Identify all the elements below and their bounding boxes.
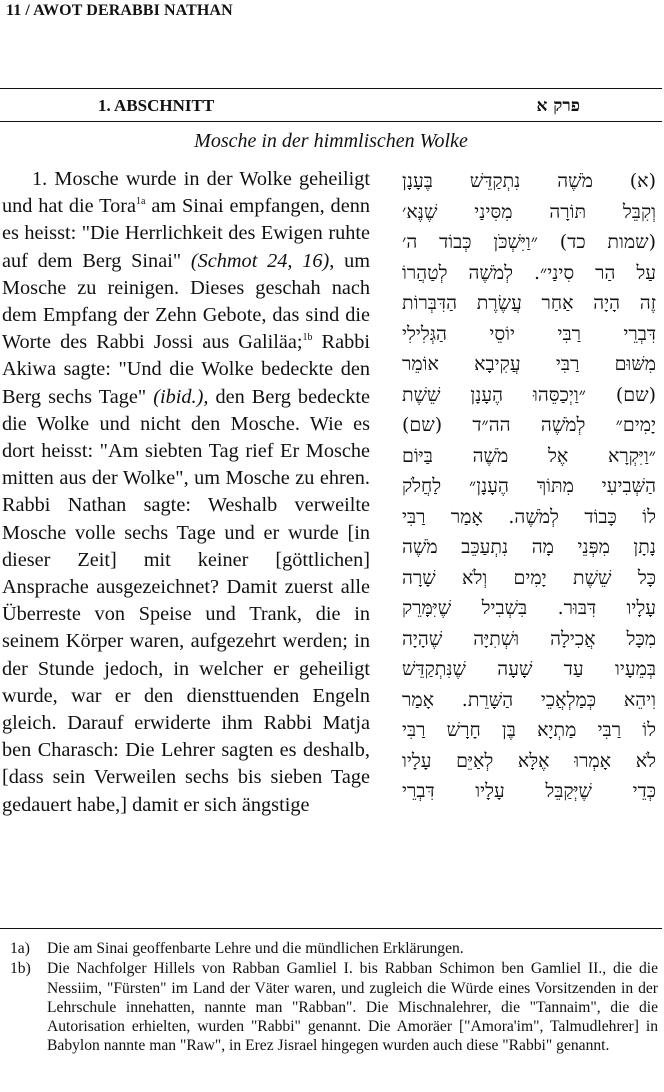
hebrew-line: כְּדֵי שֶׁיְּקַבֵּל עָלָיו דִּבְרֵי [402, 780, 656, 802]
german-text: Rabbi Akiwa sagte: "Und die Wolke bedeckte den Berg sechs Tage" [2, 331, 371, 408]
section-label-german: 1. ABSCHNITT [98, 96, 215, 115]
hebrew-text-column [402, 166, 656, 807]
german-text: am Sinai empfangen, denn es heisst: "Die Herrlichkeit des Ewigen ruhte auf dem Berg Sinai" [2, 195, 370, 272]
german-translation-column [2, 166, 370, 819]
hebrew-line: בְּמֵעָיו עַד שָׁעָה שֶׁנִּתְקַדֵּשׁ [402, 658, 656, 680]
hebrew-line: (א) מֹשֶׁה נִתְקַדֵּשׁ בֶּעָנָן [402, 170, 656, 192]
section-rule [0, 121, 662, 122]
german-text: 1. Mosche wurde in der Wolke geheiligt und hat die Tora [2, 168, 370, 218]
scripture-reference: (Schmot 24, 16) [190, 249, 330, 272]
hebrew-line: עַל הַר סִינַי״. לְמֹשֶׁה לְטַהֲרוֹ [402, 261, 656, 284]
scripture-reference: (ibid.), [153, 385, 209, 408]
footnote-ref-1a[interactable]: 1a [136, 196, 146, 208]
section-label-hebrew: פרק א [536, 96, 580, 116]
german-text: , um Mosche zu reinigen. Dieses geschah nach dem Empfang der Zehn Gebote, das sind die Worte des Rabbi Jossi aus Galiläa; [2, 249, 370, 354]
footnote-ref-1b[interactable]: 1b [302, 332, 313, 344]
hebrew-line: נָתָן מִפְּנֵי מָה נִתְעַכֵּב מֹשֶׁה [402, 536, 656, 558]
footnote-mark: 1b) [10, 960, 31, 978]
hebrew-line: דִּבְרֵי רַבִּי יוֹסֵי הַגְּלִילִי [402, 322, 656, 345]
hebrew-line: לוֹ כָּבוֹד לְמֹשֶׁה. אָמַר רַבִּי [402, 505, 656, 528]
hebrew-line: (שמות כד) ״וַיִּשְׁכֹּן כְּבוֹד ה׳ [402, 231, 656, 253]
hebrew-line: מִכָּל אֲכִילָה וּשְׁתִיָּה שֶׁהָיָה [402, 627, 656, 650]
section-heading [0, 96, 662, 118]
footnote-1b [10, 959, 658, 1055]
hebrew-line: זֶה הָיָה אַחַר עֲשֶׂרֶת הַדִּבְּרוֹת [402, 292, 656, 314]
hebrew-line: מִשּׁוּם רַבִּי עֲקִיבָא אוֹמֵר [402, 353, 656, 375]
hebrew-line: עָלָיו דִּבּוּר. בִּשְׁבִיל שֶׁיִּמָּרֵק [402, 597, 656, 619]
hebrew-line: לוֹ רַבִּי מַתְיָא בֶּן חָרָשׁ רַבִּי [402, 719, 656, 741]
footnote-rule [0, 928, 662, 929]
hebrew-line: ״וַיִּקְרָא אֶל מֹשֶׁה בַּיּוֹם [402, 444, 656, 467]
footnote-mark: 1a) [10, 940, 30, 957]
running-head: 11 / AWOT DERABBI NATHAN [6, 2, 233, 19]
hebrew-line: וִיהֵא כְּמַלְאֲכֵי הַשָּׁרֵת. אָמַר [402, 688, 656, 711]
german-text: den Berg bedeckte die Wolke und nicht den Mosche. Wie es dort heisst: "Am siebten Tag rief Er Mosche mitten aus der Wolke", um Mosche zu ehren. Rabbi Nathan sagte: Weshalb verweilte Mosche volle sechs Tage und er wurde [in dieser Zeit] mit keiner [göttlichen] Ansprache ausgezeichnet? Damit zuerst alle Überreste von Speise und Trank, die in seinem Körper waren, aufgezehrt werden; in der Stunde jedoch, in welcher er geheiligt wurde, war er den diensttuenden Engeln gleich. Darauf erwiderte ihm Rabbi Matja ben Charasch: Die Lehrer sagten es deshalb, [dass sein Verweilen sechs bis sieben Tage gedauert habe,] damit er sich ängstige [2, 385, 370, 816]
german-paragraph [2, 166, 370, 819]
footnote-text: Die am Sinai geoffenbarte Lehre und die mündlichen Erklärungen. [47, 940, 464, 957]
hebrew-line: לֹא אָמְרוּ אֶלָּא לְאַיֵּם עָלָיו [402, 749, 656, 772]
footnote-1a [10, 939, 658, 958]
hebrew-line: כָּל שֵׁשֶׁת יָמִים וְלֹא שָׁרָה [402, 566, 656, 589]
hebrew-line: וְקִבֵּל תּוֹרָה מִסִּינַי שֶׁנֶּא׳ [402, 200, 656, 223]
hebrew-line: הַשְּׁבִיעִי מִתּוֹךְ הֶעָנָן״ לַחֲלֹק [402, 475, 656, 497]
header-rule [0, 88, 662, 89]
hebrew-line: (שם) ״וַיְכַסֵּהוּ הֶעָנָן שֵׁשֶׁת [402, 383, 656, 406]
footnotes [10, 939, 658, 1057]
hebrew-line: יָמִים״ לְמֹשֶׁה הה״ד (שם) [402, 414, 656, 436]
footnote-text: Die Nachfolger Hillels von Rabban Gamliel I. bis Rabban Schimon ben Gamliel II., die die Nessiim, "Fürsten" im Land der Väter waren, und zugleich die Würde eines Vorsitzenden in der Lehrschule innehatten, nannte man "Rabban". Die Mischnalehrer, die "Tannaim", die die Autorisation erhielten, wurden "Rabbi" genannt. Die Amoräer ["Amora'im", Talmudlehrer] in Babylon nannte man "Raw", in Erez Jisrael hingegen wurden auch diese "Rabbi" genannt. [47, 960, 658, 1055]
chapter-title: Mosche in der himmlischen Wolke [194, 130, 468, 152]
